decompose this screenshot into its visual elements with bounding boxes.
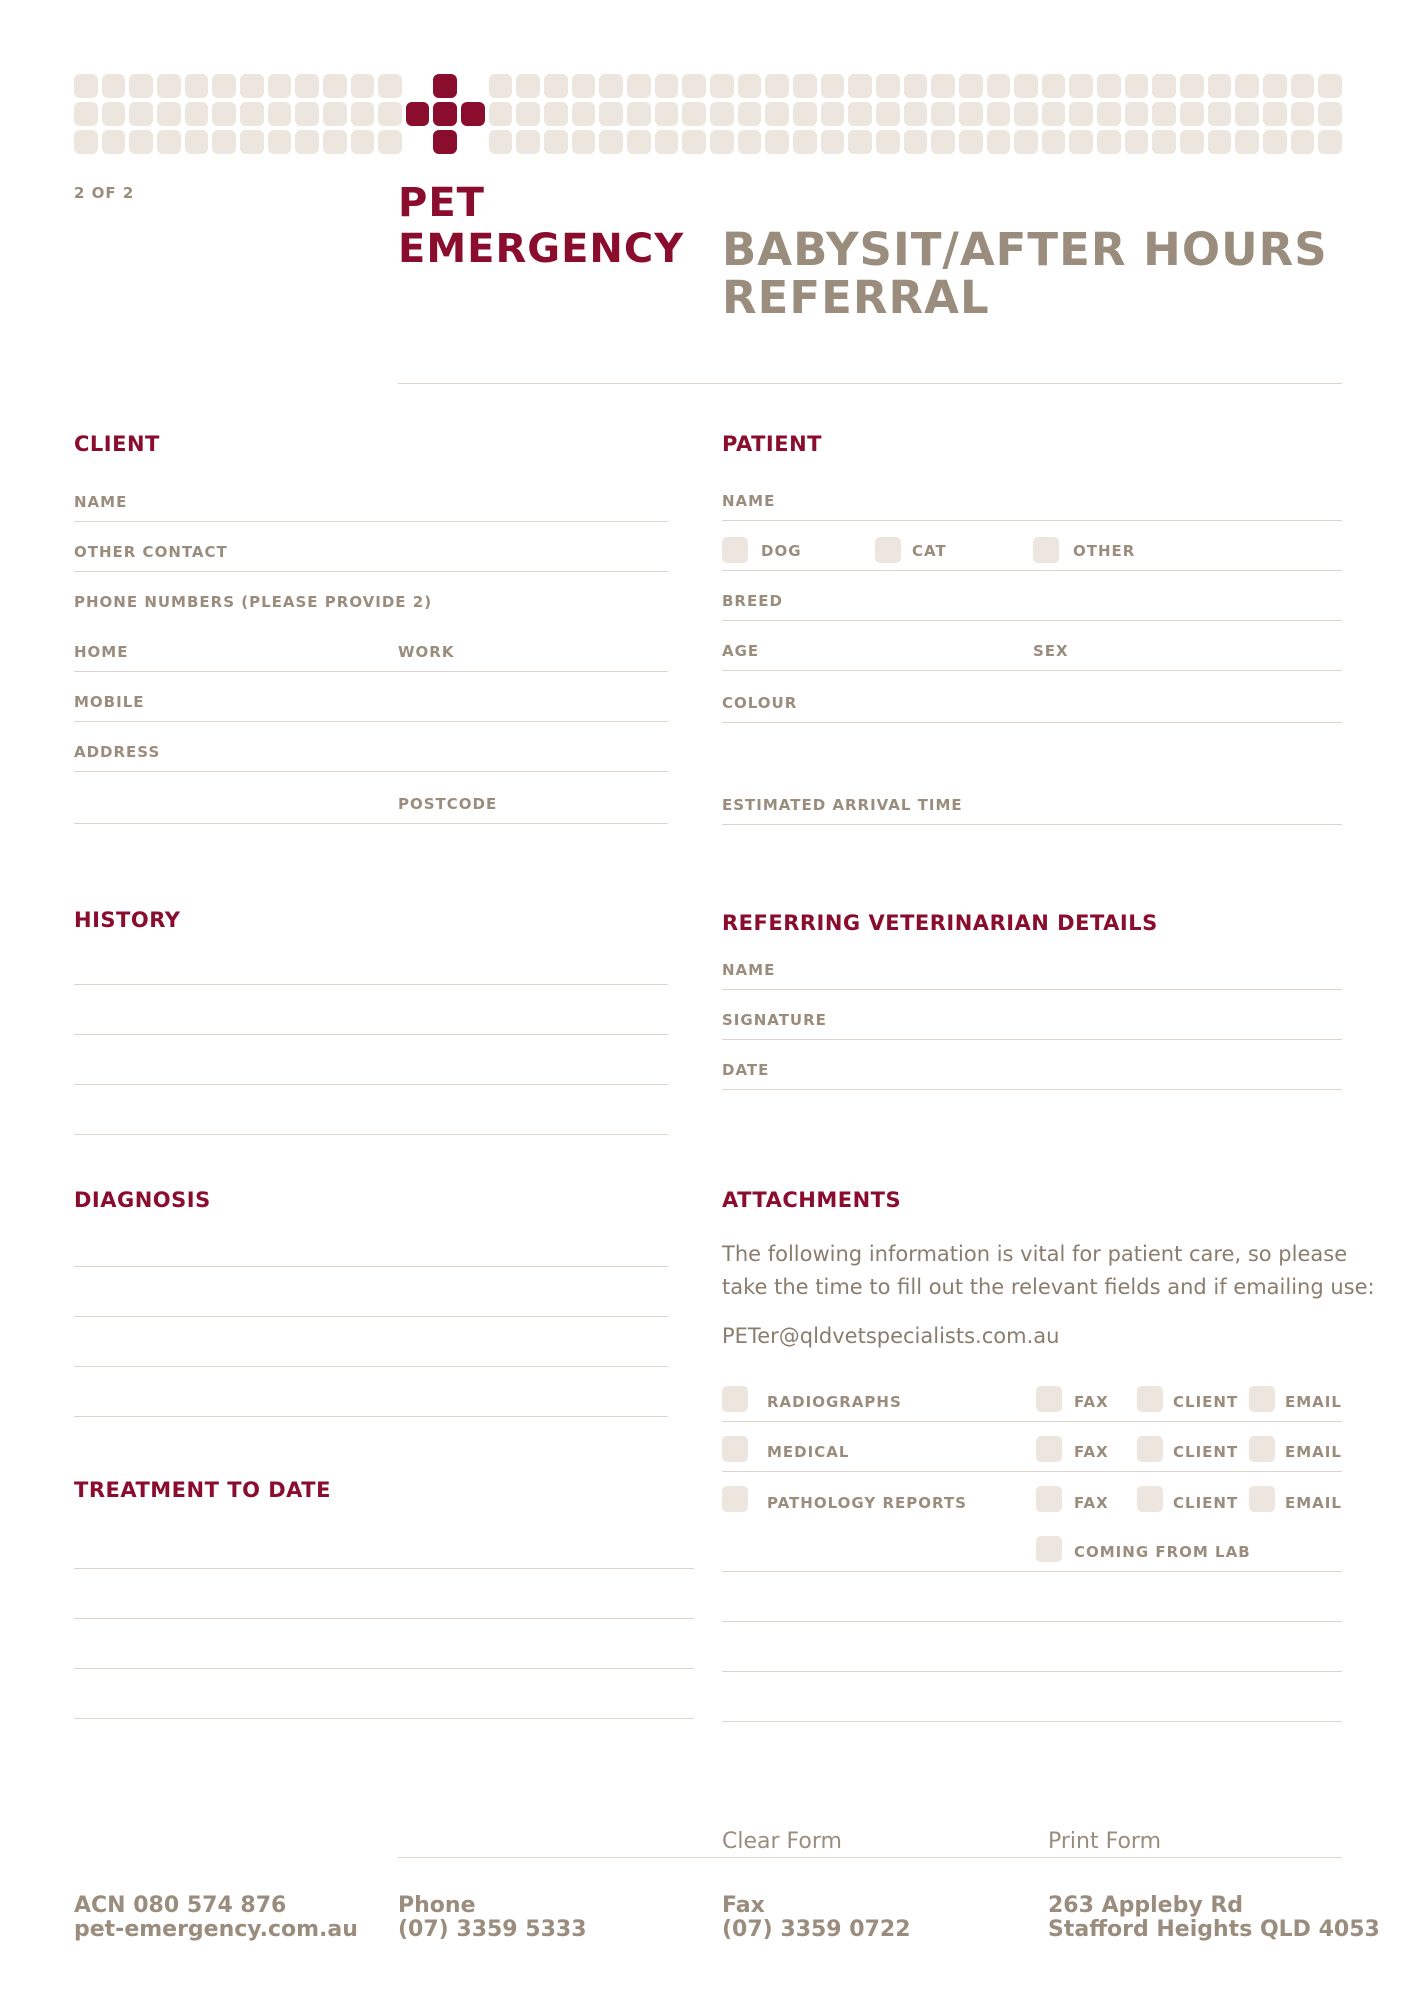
decor-tile <box>572 74 596 98</box>
fax-label: FAX <box>1074 1494 1109 1512</box>
decor-tile <box>129 130 153 154</box>
decor-tile <box>516 102 540 126</box>
decor-tile <box>1235 130 1259 154</box>
decor-tile <box>1069 130 1093 154</box>
footer-fax-number: (07) 3359 0722 <box>722 1917 911 1942</box>
client-name-label: NAME <box>74 493 128 511</box>
attachments-line[interactable] <box>722 1721 1342 1722</box>
treatment-heading: TREATMENT TO DATE <box>74 1478 331 1502</box>
history-line[interactable] <box>74 984 668 985</box>
medical-checkbox[interactable] <box>722 1436 748 1462</box>
client-label: CLIENT <box>1173 1443 1239 1461</box>
decor-tile <box>904 130 928 154</box>
decor-tile <box>1069 102 1093 126</box>
decor-tile <box>102 102 126 126</box>
decor-tile <box>1208 102 1232 126</box>
decor-tile <box>655 74 679 98</box>
decor-tile <box>1263 130 1287 154</box>
email-label: EMAIL <box>1285 1494 1342 1512</box>
client-name-field[interactable] <box>74 472 668 522</box>
vet-signature-label: SIGNATURE <box>722 1011 827 1029</box>
decor-tile <box>1125 102 1149 126</box>
other-label: OTHER <box>1073 542 1136 560</box>
vet-signature-field[interactable] <box>722 990 1342 1040</box>
cross-logo-tile <box>433 102 457 126</box>
decor-tile <box>987 130 1011 154</box>
cross-logo-tile <box>406 102 430 126</box>
decor-tile <box>1042 130 1066 154</box>
attachments-info-line2: take the time to fill out the relevant fields and if emailing use: <box>722 1275 1375 1299</box>
page-number: 2 OF 2 <box>74 184 135 202</box>
email-checkbox[interactable] <box>1249 1386 1275 1412</box>
client-checkbox[interactable] <box>1137 1436 1163 1462</box>
cross-logo-tile <box>433 74 457 98</box>
decor-tile <box>185 130 209 154</box>
decor-tile <box>212 130 236 154</box>
age-label: AGE <box>722 642 760 660</box>
attachments-email-address[interactable]: PETer@qldvetspecialists.com.au <box>722 1324 1060 1348</box>
breed-label: BREED <box>722 592 783 610</box>
fax-checkbox[interactable] <box>1036 1436 1062 1462</box>
diagnosis-line[interactable] <box>74 1266 668 1267</box>
decor-tile <box>351 74 375 98</box>
patient-heading: PATIENT <box>722 432 822 456</box>
decor-tile <box>1125 74 1149 98</box>
address-label: ADDRESS <box>74 743 161 761</box>
decor-tile <box>102 130 126 154</box>
decor-tile <box>489 102 513 126</box>
arrival-time-label: ESTIMATED ARRIVAL TIME <box>722 796 963 814</box>
decor-tile <box>240 130 264 154</box>
decor-tile <box>793 102 817 126</box>
decor-tile <box>959 74 983 98</box>
tile-gap <box>461 130 485 154</box>
dog-label: DOG <box>761 542 802 560</box>
attachment-row <box>722 1372 1342 1422</box>
decor-tile <box>516 74 540 98</box>
decor-tile <box>959 130 983 154</box>
decor-tile <box>74 102 98 126</box>
fax-label: FAX <box>1074 1443 1109 1461</box>
patient-name-field[interactable] <box>722 471 1342 521</box>
referring-vet-heading: REFERRING VETERINARIAN DETAILS <box>722 911 1158 935</box>
decor-tile <box>268 130 292 154</box>
email-checkbox[interactable] <box>1249 1436 1275 1462</box>
header-tile-band <box>74 74 1342 154</box>
attachment-label: PATHOLOGY REPORTS <box>767 1494 967 1512</box>
breed-field[interactable] <box>722 571 1342 621</box>
decor-tile <box>904 102 928 126</box>
decor-tile <box>351 102 375 126</box>
decor-tile <box>1263 102 1287 126</box>
history-line[interactable] <box>74 1034 668 1035</box>
coming-from-lab-row <box>722 1522 1342 1572</box>
decor-tile <box>1318 130 1342 154</box>
fax-checkbox[interactable] <box>1036 1486 1062 1512</box>
colour-field[interactable] <box>722 673 1342 723</box>
decor-tile <box>1152 102 1176 126</box>
logo-line1: PET <box>398 180 485 226</box>
footer-address-line2: Stafford Heights QLD 4053 <box>1048 1917 1380 1942</box>
decor-tile <box>738 130 762 154</box>
decor-tile <box>987 74 1011 98</box>
client-mobile-field[interactable] <box>74 672 668 722</box>
clear-form-button[interactable]: Clear Form <box>722 1829 842 1854</box>
decor-tile <box>1291 102 1315 126</box>
decor-tile <box>185 74 209 98</box>
footer-address <box>1048 1894 1380 1942</box>
footer-company <box>74 1894 358 1942</box>
decor-tile <box>1014 102 1038 126</box>
attachment-label: MEDICAL <box>767 1443 850 1461</box>
decor-tile <box>710 102 734 126</box>
decor-tile <box>599 74 623 98</box>
footer-phone-label: Phone <box>398 1893 476 1918</box>
history-line[interactable] <box>74 1084 668 1085</box>
tile-gap <box>406 130 430 154</box>
decor-tile <box>682 74 706 98</box>
fax-checkbox[interactable] <box>1036 1386 1062 1412</box>
decor-tile <box>793 130 817 154</box>
decor-tile <box>378 102 402 126</box>
decor-tile <box>1042 102 1066 126</box>
decor-tile <box>655 102 679 126</box>
decor-tile <box>295 74 319 98</box>
decor-tile <box>1208 74 1232 98</box>
decor-tile <box>627 130 651 154</box>
diagnosis-line[interactable] <box>74 1366 668 1367</box>
decor-tile <box>655 130 679 154</box>
vet-date-label: DATE <box>722 1061 770 1079</box>
cross-logo-tile <box>433 130 457 154</box>
colour-label: COLOUR <box>722 694 798 712</box>
decor-tile <box>1263 74 1287 98</box>
decor-tile <box>682 130 706 154</box>
attachments-info <box>722 1238 1375 1304</box>
decor-tile <box>848 74 872 98</box>
decor-tile <box>378 130 402 154</box>
vet-name-field[interactable] <box>722 940 1342 990</box>
decor-tile <box>157 130 181 154</box>
footer-fax <box>722 1894 911 1942</box>
decor-tile <box>544 102 568 126</box>
diagnosis-line[interactable] <box>74 1416 668 1417</box>
decor-tile <box>516 130 540 154</box>
decor-tile <box>1097 102 1121 126</box>
arrival-time-field[interactable] <box>722 775 1342 825</box>
decor-tile <box>74 130 98 154</box>
client-heading: CLIENT <box>74 432 160 456</box>
decor-tile <box>793 74 817 98</box>
client-address-field[interactable] <box>74 722 668 772</box>
decor-tile <box>212 74 236 98</box>
cross-logo-tile <box>461 102 485 126</box>
history-line[interactable] <box>74 1134 668 1135</box>
decor-tile <box>627 74 651 98</box>
attachment-row <box>722 1472 1342 1522</box>
print-form-button[interactable]: Print Form <box>1048 1829 1162 1854</box>
decor-tile <box>295 102 319 126</box>
email-label: EMAIL <box>1285 1393 1342 1411</box>
decor-tile <box>1014 74 1038 98</box>
decor-tile <box>1291 74 1315 98</box>
decor-tile <box>240 102 264 126</box>
radiographs-checkbox[interactable] <box>722 1386 748 1412</box>
client-phone-row <box>74 622 668 672</box>
decor-tile <box>959 102 983 126</box>
treatment-line[interactable] <box>74 1668 694 1669</box>
decor-tile <box>1291 130 1315 154</box>
attachments-line[interactable] <box>722 1621 1342 1622</box>
mobile-label: MOBILE <box>74 693 145 711</box>
decor-tile <box>323 130 347 154</box>
client-postcode-row[interactable] <box>74 774 668 824</box>
email-checkbox[interactable] <box>1249 1486 1275 1512</box>
decor-tile <box>876 102 900 126</box>
client-label: CLIENT <box>1173 1494 1239 1512</box>
cat-label: CAT <box>912 542 947 560</box>
footer-fax-label: Fax <box>722 1893 765 1918</box>
diagnosis-line[interactable] <box>74 1316 668 1317</box>
decor-tile <box>157 102 181 126</box>
decor-tile <box>544 74 568 98</box>
attachments-line[interactable] <box>722 1671 1342 1672</box>
decor-tile <box>572 102 596 126</box>
decor-tile <box>821 102 845 126</box>
footer-phone-number: (07) 3359 5333 <box>398 1917 587 1942</box>
decor-tile <box>157 74 181 98</box>
phone-numbers-label: PHONE NUMBERS (PLEASE PROVIDE 2) <box>74 593 433 611</box>
decor-tile <box>1042 74 1066 98</box>
form-title <box>722 223 1328 324</box>
client-other-contact-label: OTHER CONTACT <box>74 543 228 561</box>
decor-tile <box>1125 130 1149 154</box>
client-checkbox[interactable] <box>1137 1386 1163 1412</box>
decor-tile <box>599 102 623 126</box>
pathology-checkbox[interactable] <box>722 1486 748 1512</box>
other-checkbox[interactable] <box>1033 537 1059 563</box>
decor-tile <box>1235 74 1259 98</box>
client-other-contact-field[interactable] <box>74 522 668 572</box>
age-sex-row[interactable] <box>722 621 1342 671</box>
decor-tile <box>102 74 126 98</box>
treatment-line[interactable] <box>74 1718 694 1719</box>
decor-tile <box>821 74 845 98</box>
decor-tile <box>627 102 651 126</box>
decor-tile <box>268 74 292 98</box>
decor-tile <box>544 130 568 154</box>
footer-address-line1: 263 Appleby Rd <box>1048 1893 1244 1918</box>
coming-from-lab-label: COMING FROM LAB <box>1074 1543 1251 1561</box>
decor-tile <box>295 130 319 154</box>
decor-tile <box>682 102 706 126</box>
treatment-line[interactable] <box>74 1618 694 1619</box>
fax-label: FAX <box>1074 1393 1109 1411</box>
decor-tile <box>1069 74 1093 98</box>
decor-tile <box>1318 102 1342 126</box>
patient-name-label: NAME <box>722 492 776 510</box>
attachment-label: RADIOGRAPHS <box>767 1393 902 1411</box>
decor-tile <box>710 74 734 98</box>
decor-tile <box>1318 74 1342 98</box>
decor-tile <box>1014 130 1038 154</box>
email-label: EMAIL <box>1285 1443 1342 1461</box>
decor-tile <box>765 130 789 154</box>
decor-tile <box>1152 130 1176 154</box>
form-title-line1: BABYSIT/AFTER HOURS <box>722 223 1328 276</box>
logo-line2: EMERGENCY <box>398 226 685 272</box>
dog-checkbox[interactable] <box>722 537 748 563</box>
decor-tile <box>738 74 762 98</box>
logo <box>398 180 684 272</box>
decor-tile <box>1097 130 1121 154</box>
footer-divider <box>398 1857 1342 1858</box>
decor-tile <box>848 102 872 126</box>
decor-tile <box>351 130 375 154</box>
decor-tile <box>931 130 955 154</box>
decor-tile <box>489 74 513 98</box>
decor-tile <box>129 102 153 126</box>
decor-tile <box>876 130 900 154</box>
tile-gap <box>406 74 430 98</box>
footer-phone <box>398 1894 587 1942</box>
decor-tile <box>240 74 264 98</box>
decor-tile <box>1152 74 1176 98</box>
footer-website[interactable]: pet-emergency.com.au <box>74 1917 358 1942</box>
diagnosis-heading: DIAGNOSIS <box>74 1188 211 1212</box>
decor-tile <box>323 74 347 98</box>
decor-tile <box>489 130 513 154</box>
coming-from-lab-checkbox[interactable] <box>1036 1536 1062 1562</box>
sex-label: SEX <box>1033 642 1069 660</box>
footer-acn: ACN 080 574 876 <box>74 1893 287 1918</box>
decor-tile <box>848 130 872 154</box>
decor-tile <box>185 102 209 126</box>
vet-name-label: NAME <box>722 961 776 979</box>
client-label: CLIENT <box>1173 1393 1239 1411</box>
history-heading: HISTORY <box>74 908 181 932</box>
attachments-heading: ATTACHMENTS <box>722 1188 902 1212</box>
decor-tile <box>378 74 402 98</box>
decor-tile <box>821 130 845 154</box>
form-title-line2: REFERRAL <box>722 271 990 324</box>
decor-tile <box>1180 102 1204 126</box>
decor-tile <box>212 102 236 126</box>
vet-date-field[interactable] <box>722 1040 1342 1090</box>
decor-tile <box>931 102 955 126</box>
decor-tile <box>1180 130 1204 154</box>
decor-tile <box>876 74 900 98</box>
attachments-info-line1: The following information is vital for patient care, so please <box>722 1242 1348 1266</box>
decor-tile <box>129 74 153 98</box>
work-phone-label: WORK <box>398 643 455 661</box>
decor-tile <box>931 74 955 98</box>
decor-tile <box>765 102 789 126</box>
decor-tile <box>738 102 762 126</box>
header-divider <box>398 383 1342 384</box>
decor-tile <box>74 74 98 98</box>
decor-tile <box>1235 102 1259 126</box>
decor-tile <box>987 102 1011 126</box>
decor-tile <box>765 74 789 98</box>
decor-tile <box>268 102 292 126</box>
attachment-row <box>722 1422 1342 1472</box>
client-checkbox[interactable] <box>1137 1486 1163 1512</box>
decor-tile <box>323 102 347 126</box>
treatment-line[interactable] <box>74 1568 694 1569</box>
decor-tile <box>599 130 623 154</box>
decor-tile <box>1180 74 1204 98</box>
decor-tile <box>1097 74 1121 98</box>
home-phone-label: HOME <box>74 643 129 661</box>
cat-checkbox[interactable] <box>875 537 901 563</box>
postcode-label: POSTCODE <box>398 795 498 813</box>
species-row <box>722 521 1342 571</box>
decor-tile <box>904 74 928 98</box>
decor-tile <box>710 130 734 154</box>
decor-tile <box>1208 130 1232 154</box>
decor-tile <box>572 130 596 154</box>
tile-gap <box>461 74 485 98</box>
